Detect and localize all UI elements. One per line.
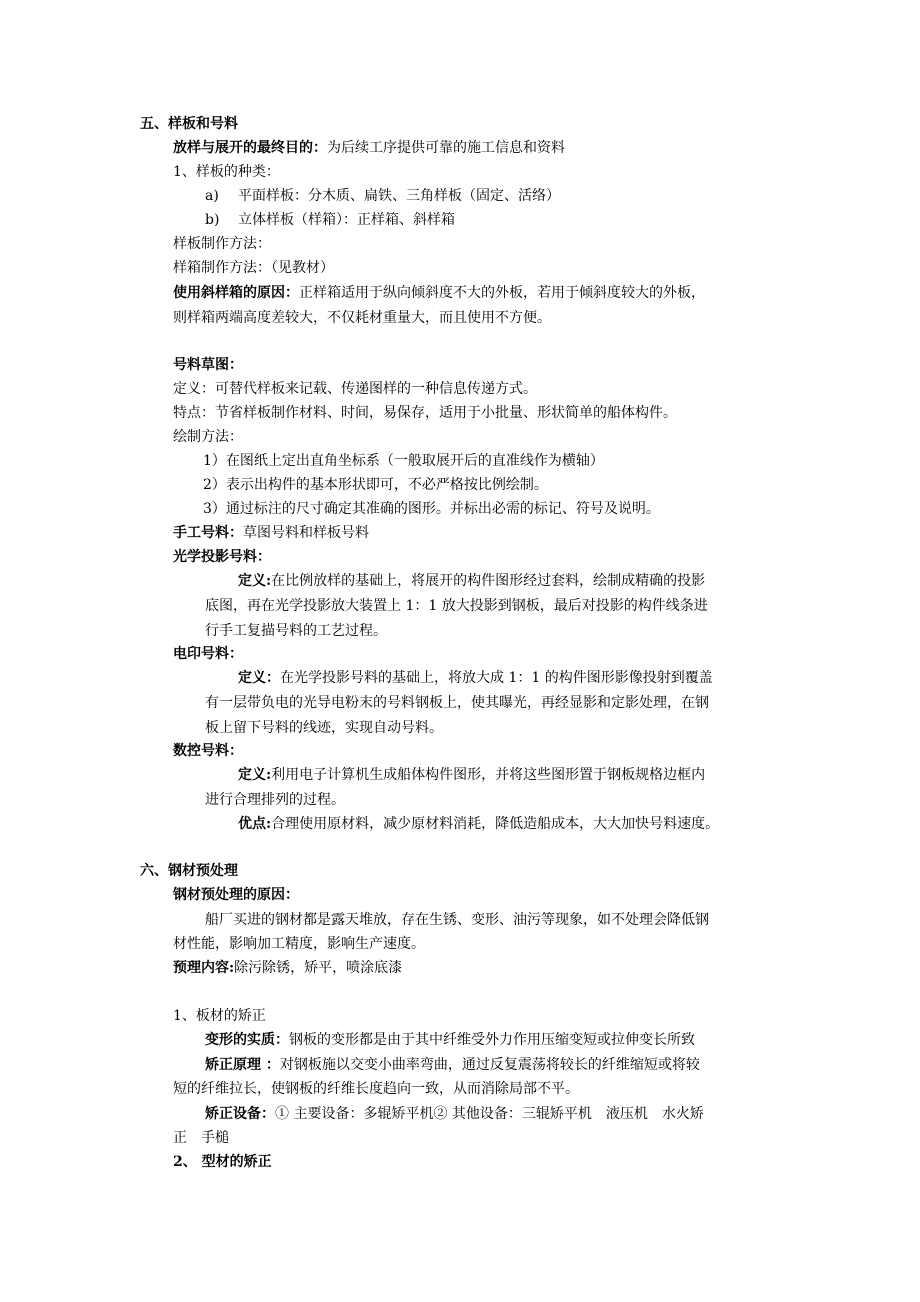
nc-adv-label: 优点: (238, 816, 272, 832)
section-5-title: 五、样板和号料 (140, 116, 238, 132)
electro-def-label: 定义： (238, 670, 280, 686)
draw-step-2: 2）表示出构件的基本形状即可，不必严格按比例绘制。 (203, 477, 548, 493)
sketch-title: 号料草图： (173, 357, 243, 373)
electro-text-1: 在光学投影号料的基础上，将放大成 1：1 的构件图形影像投射到覆盖 (280, 670, 713, 686)
optical-line-3: 行手工复描号料的工艺过程。 (205, 623, 387, 639)
type-b-text: 立体样板（样箱）：正样箱、斜样箱 (238, 212, 455, 228)
purpose-line (173, 139, 565, 157)
draw-method: 绘制方法： (173, 429, 243, 445)
equip-line-1 (205, 1105, 704, 1123)
equip-label: 矫正设备： (205, 1106, 275, 1122)
sketch-definition: 定义：可替代样板来记载、传递图样的一种信息传递方式。 (173, 381, 537, 397)
nc-title: 数控号料： (173, 743, 243, 759)
nc-adv-text: 合理使用原材料，减少原材料消耗，降低造船成本，大大加快号料速度。 (271, 816, 720, 832)
nc-def-label: 定义: (238, 767, 272, 783)
box-method: 样箱制作方法：（见教材） (173, 260, 334, 276)
type-a-text: 平面样板：分木质、扁铁、三角样板（固定、活络） (238, 188, 560, 204)
section-heading: 2、 型材的矫正 (173, 1154, 272, 1170)
optical-line-1 (238, 572, 705, 590)
content-text: 除污除锈，矫平，喷涂底漆 (234, 960, 403, 976)
equip-text-1: ① 主要设备：多辊矫平机② 其他设备：三辊矫平机 液压机 水火矫 (275, 1106, 704, 1122)
content-label: 预理内容: (173, 960, 235, 976)
electro-line-3: 板上留下号料的线迹，实现自动号料。 (205, 720, 443, 736)
principle-text-1: 对钢板施以交变小曲率弯曲，通过反复震荡将较长的纤维缩短或将较 (279, 1057, 700, 1073)
manual-text: 草图号料和样板号料 (243, 525, 369, 541)
oblique-line-2: 则样箱两端高度差较大，不仅耗材重量大，而且使用不方便。 (173, 310, 551, 326)
section-6-title: 六、钢材预处理 (140, 863, 238, 879)
oblique-text-1: 正样箱适用于纵向倾斜度不大的外板，若用于倾斜度较大的外板， (299, 285, 705, 301)
sketch-features: 特点：节省样板制作材料、时间，易保存，适用于小批量、形状简单的船体构件。 (173, 405, 677, 421)
deform-label: 变形的实质： (205, 1032, 289, 1048)
nc-advantage-line (238, 815, 719, 833)
deform-line (205, 1031, 695, 1049)
electro-line-1 (238, 669, 713, 687)
content-line (173, 959, 402, 977)
optical-text-1: 在比例放样的基础上，将展开的构件图形经过套料，绘制成精确的投影 (271, 573, 706, 589)
board-method: 样板制作方法： (173, 236, 271, 252)
purpose-text: 为后续工序提供可靠的施工信息和资料 (327, 140, 565, 156)
draw-step-3: 3）通过标注的尺寸确定其准确的图形。并标出必需的标记、符号及说明。 (203, 501, 660, 517)
electro-title: 电印号料： (173, 646, 243, 662)
reason-line-2: 材性能，影响加工精度，影响生产速度。 (173, 936, 425, 952)
principle-line-1 (205, 1056, 700, 1074)
manual-line (173, 524, 369, 542)
nc-line-2: 进行合理排列的过程。 (205, 792, 345, 808)
optical-line-2: 底图，再在光学投影放大装置上 1：1 放大投影到钢板，最后对投影的构件线条进 (205, 598, 708, 614)
draw-step-1: 1）在图纸上定出直角坐标系（一般取展开后的直准线作为横轴） (203, 453, 604, 469)
nc-line-1 (238, 766, 705, 784)
optical-title: 光学投影号料： (173, 549, 271, 565)
purpose-label: 放样与展开的最终目的： (173, 140, 327, 156)
plate-heading: 1、板材的矫正 (173, 1008, 266, 1024)
optical-def-label: 定义: (238, 573, 272, 589)
principle-label: 矫正原理 ： (205, 1057, 280, 1073)
oblique-label: 使用斜样箱的原因： (173, 285, 299, 301)
equip-line-2: 正 手槌 (173, 1130, 229, 1146)
type-b-marker: b) (205, 212, 220, 228)
types-heading: 1、样板的种类： (173, 164, 280, 180)
oblique-line-1 (173, 284, 705, 302)
deform-text: 钢板的变形都是由于其中纤维受外力作用压缩变短或拉伸变长所致 (289, 1032, 695, 1048)
principle-line-2: 短的纤维拉长，使钢板的纤维长度趋向一致，从而消除局部不平。 (173, 1081, 579, 1097)
electro-line-2: 有一层带负电的光导电粉末的号料钢板上，使其曝光，再经显影和定影处理，在钢 (205, 695, 709, 711)
reason-line-1: 船厂买进的钢材都是露天堆放，存在生锈、变形、油污等现象，如不处理会降低钢 (205, 912, 709, 928)
manual-label: 手工号料： (173, 525, 243, 541)
nc-text-1: 利用电子计算机生成船体构件图形，并将这些图形置于钢板规格边框内 (271, 767, 706, 783)
type-a-marker: a) (205, 188, 219, 204)
reason-title: 钢材预处理的原因： (173, 887, 299, 903)
